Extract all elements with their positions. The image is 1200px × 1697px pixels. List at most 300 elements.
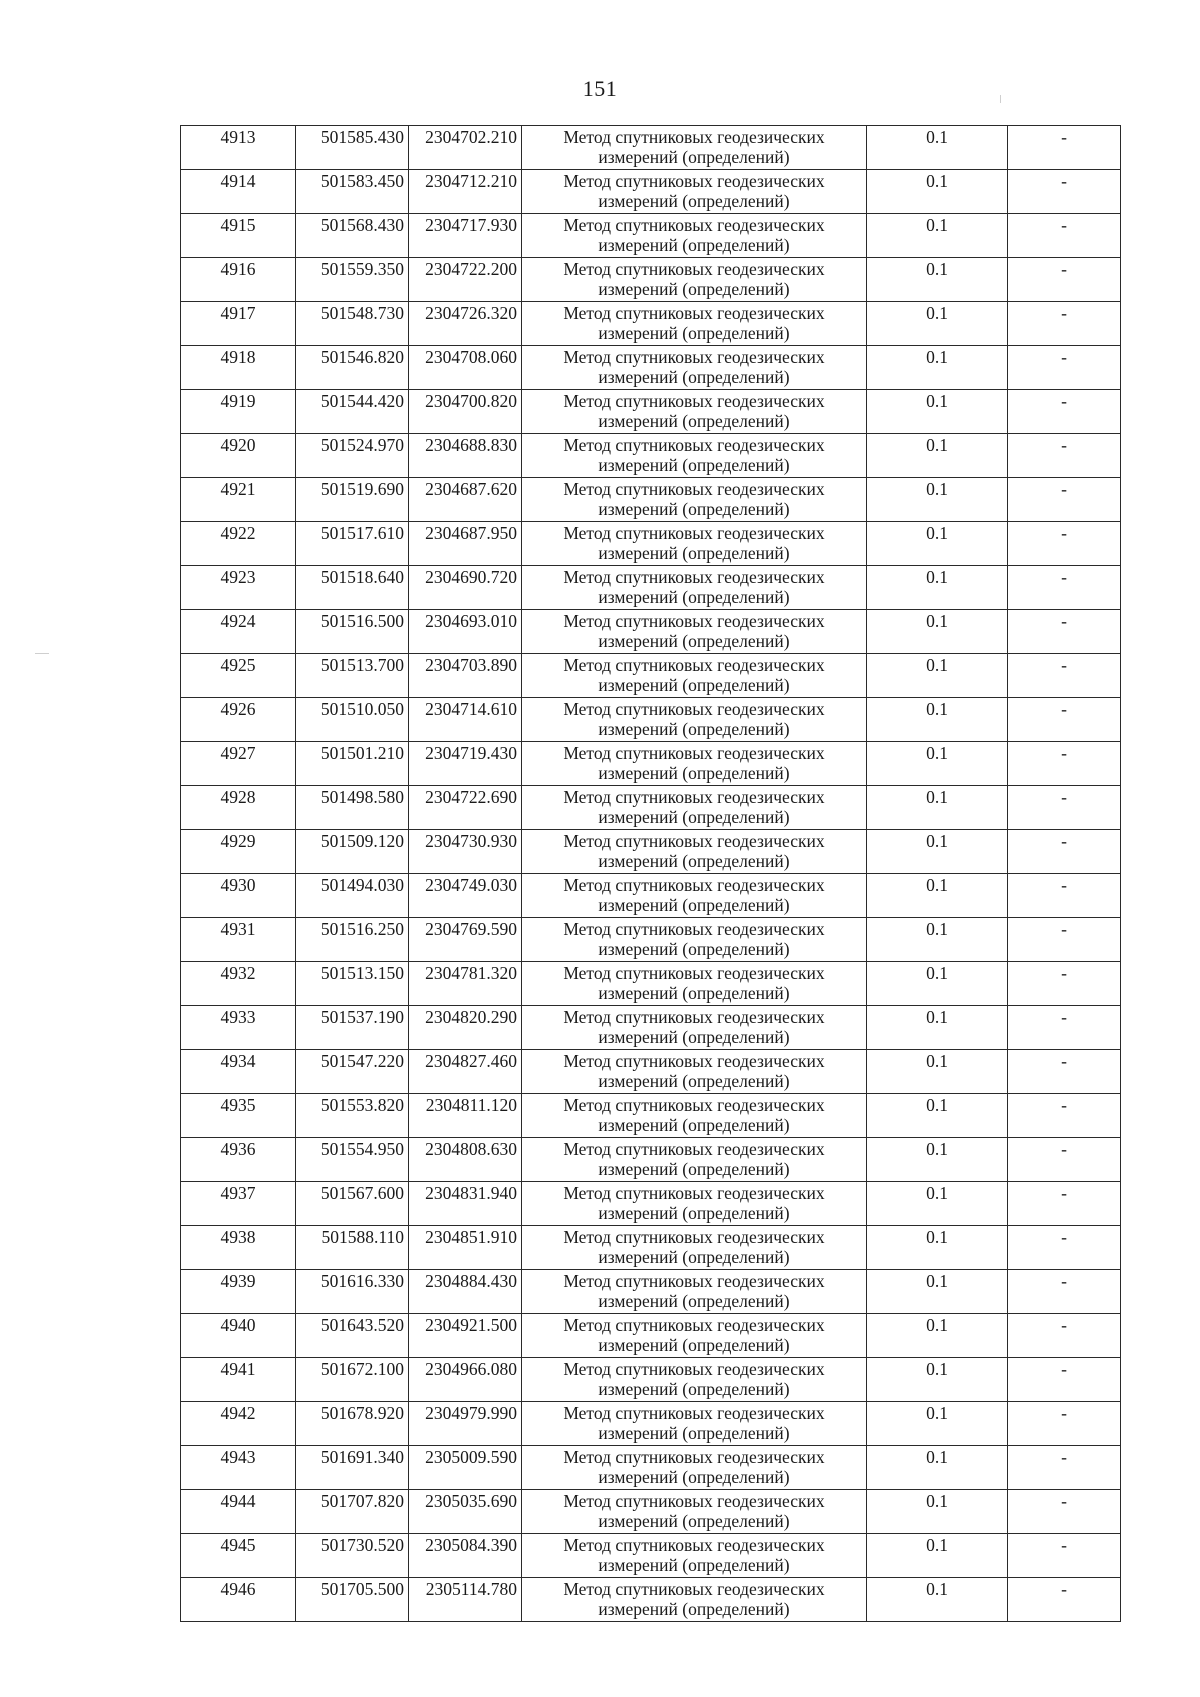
method-cell: [522, 610, 867, 654]
table-row: [181, 1226, 1121, 1270]
point-number-cell: 4916: [181, 258, 296, 302]
method-line-2: измерений (определений): [598, 631, 790, 651]
note-cell: -: [1008, 214, 1121, 258]
method-cell: [522, 214, 867, 258]
y-coordinate-cell: 2304687.620: [409, 478, 522, 522]
point-number-cell: 4917: [181, 302, 296, 346]
method-line-1: Метод спутниковых геодезических: [563, 655, 825, 675]
method-cell: [522, 962, 867, 1006]
method-line-2: измерений (определений): [598, 1071, 790, 1091]
y-coordinate-cell: 2305114.780: [409, 1578, 522, 1622]
y-coordinate-cell: 2305084.390: [409, 1534, 522, 1578]
coordinates-table: [180, 125, 1121, 1622]
scan-artifact: [35, 653, 49, 654]
table-row: [181, 1138, 1121, 1182]
method-cell: [522, 742, 867, 786]
x-coordinate-cell: 501554.950: [296, 1138, 409, 1182]
point-number-cell: 4919: [181, 390, 296, 434]
y-coordinate-cell: 2304708.060: [409, 346, 522, 390]
method-cell: [522, 1270, 867, 1314]
table-row: [181, 1358, 1121, 1402]
point-number-cell: 4936: [181, 1138, 296, 1182]
method-line-2: измерений (определений): [598, 1467, 790, 1487]
method-cell: [522, 346, 867, 390]
y-coordinate-cell: 2304827.460: [409, 1050, 522, 1094]
method-line-2: измерений (определений): [598, 455, 790, 475]
table-row: [181, 170, 1121, 214]
accuracy-cell: 0.1: [867, 302, 1008, 346]
method-line-1: Метод спутниковых геодезических: [563, 1359, 825, 1379]
table-row: [181, 1006, 1121, 1050]
point-number-cell: 4926: [181, 698, 296, 742]
method-line-2: измерений (определений): [598, 323, 790, 343]
y-coordinate-cell: 2304719.430: [409, 742, 522, 786]
note-cell: -: [1008, 830, 1121, 874]
note-cell: -: [1008, 1050, 1121, 1094]
point-number-cell: 4944: [181, 1490, 296, 1534]
method-cell: [522, 786, 867, 830]
table-row: [181, 1446, 1121, 1490]
x-coordinate-cell: 501553.820: [296, 1094, 409, 1138]
method-line-2: измерений (определений): [598, 191, 790, 211]
table-row: [181, 654, 1121, 698]
accuracy-cell: 0.1: [867, 1270, 1008, 1314]
y-coordinate-cell: 2304703.890: [409, 654, 522, 698]
method-line-1: Метод спутниковых геодезических: [563, 699, 825, 719]
table-row: [181, 522, 1121, 566]
note-cell: -: [1008, 522, 1121, 566]
method-line-2: измерений (определений): [598, 587, 790, 607]
table-row: [181, 346, 1121, 390]
point-number-cell: 4940: [181, 1314, 296, 1358]
x-coordinate-cell: 501524.970: [296, 434, 409, 478]
y-coordinate-cell: 2304726.320: [409, 302, 522, 346]
point-number-cell: 4939: [181, 1270, 296, 1314]
method-line-1: Метод спутниковых геодезических: [563, 435, 825, 455]
y-coordinate-cell: 2304921.500: [409, 1314, 522, 1358]
method-line-2: измерений (определений): [598, 763, 790, 783]
point-number-cell: 4935: [181, 1094, 296, 1138]
method-cell: [522, 258, 867, 302]
method-line-1: Метод спутниковых геодезических: [563, 919, 825, 939]
note-cell: -: [1008, 390, 1121, 434]
accuracy-cell: 0.1: [867, 962, 1008, 1006]
table-row: [181, 742, 1121, 786]
note-cell: -: [1008, 874, 1121, 918]
method-line-2: измерений (определений): [598, 1423, 790, 1443]
table-row: [181, 1578, 1121, 1622]
method-line-1: Метод спутниковых геодезических: [563, 347, 825, 367]
x-coordinate-cell: 501519.690: [296, 478, 409, 522]
accuracy-cell: 0.1: [867, 918, 1008, 962]
table-row: [181, 610, 1121, 654]
x-coordinate-cell: 501494.030: [296, 874, 409, 918]
accuracy-cell: 0.1: [867, 698, 1008, 742]
point-number-cell: 4938: [181, 1226, 296, 1270]
point-number-cell: 4921: [181, 478, 296, 522]
table-row: [181, 1402, 1121, 1446]
method-cell: [522, 434, 867, 478]
method-cell: [522, 918, 867, 962]
accuracy-cell: 0.1: [867, 346, 1008, 390]
y-coordinate-cell: 2304687.950: [409, 522, 522, 566]
x-coordinate-cell: 501547.220: [296, 1050, 409, 1094]
accuracy-cell: 0.1: [867, 390, 1008, 434]
x-coordinate-cell: 501585.430: [296, 126, 409, 170]
x-coordinate-cell: 501510.050: [296, 698, 409, 742]
accuracy-cell: 0.1: [867, 1578, 1008, 1622]
accuracy-cell: 0.1: [867, 566, 1008, 610]
x-coordinate-cell: 501691.340: [296, 1446, 409, 1490]
accuracy-cell: 0.1: [867, 1358, 1008, 1402]
x-coordinate-cell: 501518.640: [296, 566, 409, 610]
method-line-1: Метод спутниковых геодезических: [563, 875, 825, 895]
accuracy-cell: 0.1: [867, 126, 1008, 170]
point-number-cell: 4930: [181, 874, 296, 918]
method-line-1: Метод спутниковых геодезических: [563, 523, 825, 543]
table-row: [181, 390, 1121, 434]
x-coordinate-cell: 501707.820: [296, 1490, 409, 1534]
method-cell: [522, 698, 867, 742]
method-line-1: Метод спутниковых геодезических: [563, 1579, 825, 1599]
method-line-1: Метод спутниковых геодезических: [563, 1051, 825, 1071]
method-cell: [522, 1402, 867, 1446]
y-coordinate-cell: 2304831.940: [409, 1182, 522, 1226]
table-row: [181, 1490, 1121, 1534]
method-line-1: Метод спутниковых геодезических: [563, 1315, 825, 1335]
x-coordinate-cell: 501672.100: [296, 1358, 409, 1402]
accuracy-cell: 0.1: [867, 1534, 1008, 1578]
accuracy-cell: 0.1: [867, 742, 1008, 786]
method-line-2: измерений (определений): [598, 499, 790, 519]
note-cell: -: [1008, 698, 1121, 742]
note-cell: -: [1008, 566, 1121, 610]
method-cell: [522, 1226, 867, 1270]
method-line-2: измерений (определений): [598, 411, 790, 431]
method-line-2: измерений (определений): [598, 1115, 790, 1135]
note-cell: -: [1008, 1094, 1121, 1138]
method-line-2: измерений (определений): [598, 147, 790, 167]
point-number-cell: 4945: [181, 1534, 296, 1578]
method-line-1: Метод спутниковых геодезических: [563, 1227, 825, 1247]
x-coordinate-cell: 501616.330: [296, 1270, 409, 1314]
method-line-2: измерений (определений): [598, 851, 790, 871]
accuracy-cell: 0.1: [867, 610, 1008, 654]
point-number-cell: 4913: [181, 126, 296, 170]
x-coordinate-cell: 501730.520: [296, 1534, 409, 1578]
point-number-cell: 4920: [181, 434, 296, 478]
accuracy-cell: 0.1: [867, 830, 1008, 874]
method-cell: [522, 1534, 867, 1578]
method-cell: [522, 1094, 867, 1138]
table-row: [181, 1314, 1121, 1358]
method-cell: [522, 170, 867, 214]
table-row: [181, 258, 1121, 302]
table-row: [181, 126, 1121, 170]
method-line-2: измерений (определений): [598, 719, 790, 739]
table-row: [181, 566, 1121, 610]
method-cell: [522, 1138, 867, 1182]
method-line-1: Метод спутниковых геодезических: [563, 611, 825, 631]
method-line-1: Метод спутниковых геодезических: [563, 1491, 825, 1511]
x-coordinate-cell: 501559.350: [296, 258, 409, 302]
method-line-2: измерений (определений): [598, 807, 790, 827]
note-cell: -: [1008, 434, 1121, 478]
x-coordinate-cell: 501498.580: [296, 786, 409, 830]
method-line-2: измерений (определений): [598, 367, 790, 387]
method-line-2: измерений (определений): [598, 675, 790, 695]
x-coordinate-cell: 501537.190: [296, 1006, 409, 1050]
y-coordinate-cell: 2304688.830: [409, 434, 522, 478]
method-line-1: Метод спутниковых геодезических: [563, 127, 825, 147]
x-coordinate-cell: 501548.730: [296, 302, 409, 346]
y-coordinate-cell: 2304700.820: [409, 390, 522, 434]
method-line-2: измерений (определений): [598, 1335, 790, 1355]
note-cell: -: [1008, 742, 1121, 786]
point-number-cell: 4923: [181, 566, 296, 610]
table-body: [181, 126, 1121, 1622]
x-coordinate-cell: 501544.420: [296, 390, 409, 434]
accuracy-cell: 0.1: [867, 1138, 1008, 1182]
method-line-1: Метод спутниковых геодезических: [563, 171, 825, 191]
accuracy-cell: 0.1: [867, 434, 1008, 478]
method-line-1: Метод спутниковых геодезических: [563, 1183, 825, 1203]
method-line-2: измерений (определений): [598, 1291, 790, 1311]
method-line-1: Метод спутниковых геодезических: [563, 1403, 825, 1423]
y-coordinate-cell: 2304966.080: [409, 1358, 522, 1402]
x-coordinate-cell: 501546.820: [296, 346, 409, 390]
method-cell: [522, 302, 867, 346]
point-number-cell: 4914: [181, 170, 296, 214]
y-coordinate-cell: 2304884.430: [409, 1270, 522, 1314]
point-number-cell: 4927: [181, 742, 296, 786]
method-line-1: Метод спутниковых геодезических: [563, 1095, 825, 1115]
note-cell: -: [1008, 1534, 1121, 1578]
method-line-1: Метод спутниковых геодезических: [563, 831, 825, 851]
method-line-2: измерений (определений): [598, 1555, 790, 1575]
method-line-1: Метод спутниковых геодезических: [563, 1535, 825, 1555]
y-coordinate-cell: 2304712.210: [409, 170, 522, 214]
accuracy-cell: 0.1: [867, 1006, 1008, 1050]
point-number-cell: 4915: [181, 214, 296, 258]
x-coordinate-cell: 501516.500: [296, 610, 409, 654]
y-coordinate-cell: 2305009.590: [409, 1446, 522, 1490]
method-line-1: Метод спутниковых геодезических: [563, 1447, 825, 1467]
table-row: [181, 1094, 1121, 1138]
method-line-1: Метод спутниковых геодезических: [563, 963, 825, 983]
method-line-2: измерений (определений): [598, 543, 790, 563]
table-row: [181, 1534, 1121, 1578]
table-row: [181, 478, 1121, 522]
method-cell: [522, 1358, 867, 1402]
note-cell: -: [1008, 346, 1121, 390]
x-coordinate-cell: 501643.520: [296, 1314, 409, 1358]
note-cell: -: [1008, 1182, 1121, 1226]
y-coordinate-cell: 2304693.010: [409, 610, 522, 654]
method-line-1: Метод спутниковых геодезических: [563, 1271, 825, 1291]
table-row: [181, 1050, 1121, 1094]
point-number-cell: 4934: [181, 1050, 296, 1094]
point-number-cell: 4925: [181, 654, 296, 698]
table-row: [181, 918, 1121, 962]
y-coordinate-cell: 2304690.720: [409, 566, 522, 610]
y-coordinate-cell: 2304820.290: [409, 1006, 522, 1050]
point-number-cell: 4931: [181, 918, 296, 962]
y-coordinate-cell: 2304717.930: [409, 214, 522, 258]
method-line-2: измерений (определений): [598, 235, 790, 255]
x-coordinate-cell: 501517.610: [296, 522, 409, 566]
accuracy-cell: 0.1: [867, 522, 1008, 566]
y-coordinate-cell: 2304781.320: [409, 962, 522, 1006]
note-cell: -: [1008, 918, 1121, 962]
method-cell: [522, 1578, 867, 1622]
method-cell: [522, 566, 867, 610]
scan-artifact: [1000, 95, 1001, 103]
accuracy-cell: 0.1: [867, 1314, 1008, 1358]
method-cell: [522, 874, 867, 918]
method-line-1: Метод спутниковых геодезических: [563, 743, 825, 763]
method-line-1: Метод спутниковых геодезических: [563, 567, 825, 587]
y-coordinate-cell: 2304808.630: [409, 1138, 522, 1182]
note-cell: -: [1008, 1490, 1121, 1534]
point-number-cell: 4937: [181, 1182, 296, 1226]
accuracy-cell: 0.1: [867, 478, 1008, 522]
note-cell: -: [1008, 962, 1121, 1006]
note-cell: -: [1008, 1402, 1121, 1446]
method-line-1: Метод спутниковых геодезических: [563, 787, 825, 807]
x-coordinate-cell: 501501.210: [296, 742, 409, 786]
note-cell: -: [1008, 1006, 1121, 1050]
point-number-cell: 4928: [181, 786, 296, 830]
note-cell: -: [1008, 1358, 1121, 1402]
x-coordinate-cell: 501678.920: [296, 1402, 409, 1446]
accuracy-cell: 0.1: [867, 654, 1008, 698]
method-cell: [522, 830, 867, 874]
note-cell: -: [1008, 1226, 1121, 1270]
method-cell: [522, 1446, 867, 1490]
point-number-cell: 4946: [181, 1578, 296, 1622]
note-cell: -: [1008, 170, 1121, 214]
table-row: [181, 698, 1121, 742]
method-line-1: Метод спутниковых геодезических: [563, 215, 825, 235]
y-coordinate-cell: 2304722.690: [409, 786, 522, 830]
note-cell: -: [1008, 302, 1121, 346]
method-line-1: Метод спутниковых геодезических: [563, 303, 825, 323]
method-cell: [522, 1006, 867, 1050]
method-line-2: измерений (определений): [598, 895, 790, 915]
y-coordinate-cell: 2305035.690: [409, 1490, 522, 1534]
method-cell: [522, 522, 867, 566]
accuracy-cell: 0.1: [867, 214, 1008, 258]
accuracy-cell: 0.1: [867, 1402, 1008, 1446]
method-cell: [522, 390, 867, 434]
method-line-2: измерений (определений): [598, 1379, 790, 1399]
point-number-cell: 4929: [181, 830, 296, 874]
note-cell: -: [1008, 1578, 1121, 1622]
method-cell: [522, 654, 867, 698]
accuracy-cell: 0.1: [867, 1050, 1008, 1094]
note-cell: -: [1008, 258, 1121, 302]
point-number-cell: 4918: [181, 346, 296, 390]
point-number-cell: 4941: [181, 1358, 296, 1402]
accuracy-cell: 0.1: [867, 874, 1008, 918]
accuracy-cell: 0.1: [867, 1094, 1008, 1138]
point-number-cell: 4942: [181, 1402, 296, 1446]
table-row: [181, 962, 1121, 1006]
note-cell: -: [1008, 1270, 1121, 1314]
y-coordinate-cell: 2304811.120: [409, 1094, 522, 1138]
point-number-cell: 4922: [181, 522, 296, 566]
accuracy-cell: 0.1: [867, 1182, 1008, 1226]
page-number: 151: [582, 76, 618, 101]
y-coordinate-cell: 2304730.930: [409, 830, 522, 874]
method-line-1: Метод спутниковых геодезических: [563, 1139, 825, 1159]
x-coordinate-cell: 501567.600: [296, 1182, 409, 1226]
y-coordinate-cell: 2304702.210: [409, 126, 522, 170]
y-coordinate-cell: 2304749.030: [409, 874, 522, 918]
point-number-cell: 4924: [181, 610, 296, 654]
x-coordinate-cell: 501513.150: [296, 962, 409, 1006]
note-cell: -: [1008, 1138, 1121, 1182]
table-row: [181, 302, 1121, 346]
y-coordinate-cell: 2304722.200: [409, 258, 522, 302]
method-cell: [522, 126, 867, 170]
accuracy-cell: 0.1: [867, 786, 1008, 830]
table-row: [181, 786, 1121, 830]
method-line-2: измерений (определений): [598, 1203, 790, 1223]
method-cell: [522, 1490, 867, 1534]
x-coordinate-cell: 501705.500: [296, 1578, 409, 1622]
table-row: [181, 830, 1121, 874]
accuracy-cell: 0.1: [867, 258, 1008, 302]
x-coordinate-cell: 501516.250: [296, 918, 409, 962]
method-line-2: измерений (определений): [598, 1511, 790, 1531]
method-line-2: измерений (определений): [598, 1247, 790, 1267]
y-coordinate-cell: 2304769.590: [409, 918, 522, 962]
x-coordinate-cell: 501588.110: [296, 1226, 409, 1270]
note-cell: -: [1008, 126, 1121, 170]
table-row: [181, 1270, 1121, 1314]
method-line-2: измерений (определений): [598, 279, 790, 299]
point-number-cell: 4933: [181, 1006, 296, 1050]
y-coordinate-cell: 2304979.990: [409, 1402, 522, 1446]
point-number-cell: 4932: [181, 962, 296, 1006]
note-cell: -: [1008, 1446, 1121, 1490]
x-coordinate-cell: 501568.430: [296, 214, 409, 258]
method-line-2: измерений (определений): [598, 1159, 790, 1179]
method-cell: [522, 1182, 867, 1226]
method-line-1: Метод спутниковых геодезических: [563, 391, 825, 411]
table-row: [181, 434, 1121, 478]
accuracy-cell: 0.1: [867, 1226, 1008, 1270]
point-number-cell: 4943: [181, 1446, 296, 1490]
method-line-2: измерений (определений): [598, 939, 790, 959]
x-coordinate-cell: 501509.120: [296, 830, 409, 874]
note-cell: -: [1008, 610, 1121, 654]
table-row: [181, 214, 1121, 258]
accuracy-cell: 0.1: [867, 1446, 1008, 1490]
table-row: [181, 874, 1121, 918]
method-line-1: Метод спутниковых геодезических: [563, 479, 825, 499]
x-coordinate-cell: 501583.450: [296, 170, 409, 214]
y-coordinate-cell: 2304714.610: [409, 698, 522, 742]
note-cell: -: [1008, 478, 1121, 522]
note-cell: -: [1008, 654, 1121, 698]
method-line-2: измерений (определений): [598, 1027, 790, 1047]
note-cell: -: [1008, 1314, 1121, 1358]
accuracy-cell: 0.1: [867, 170, 1008, 214]
method-line-1: Метод спутниковых геодезических: [563, 1007, 825, 1027]
